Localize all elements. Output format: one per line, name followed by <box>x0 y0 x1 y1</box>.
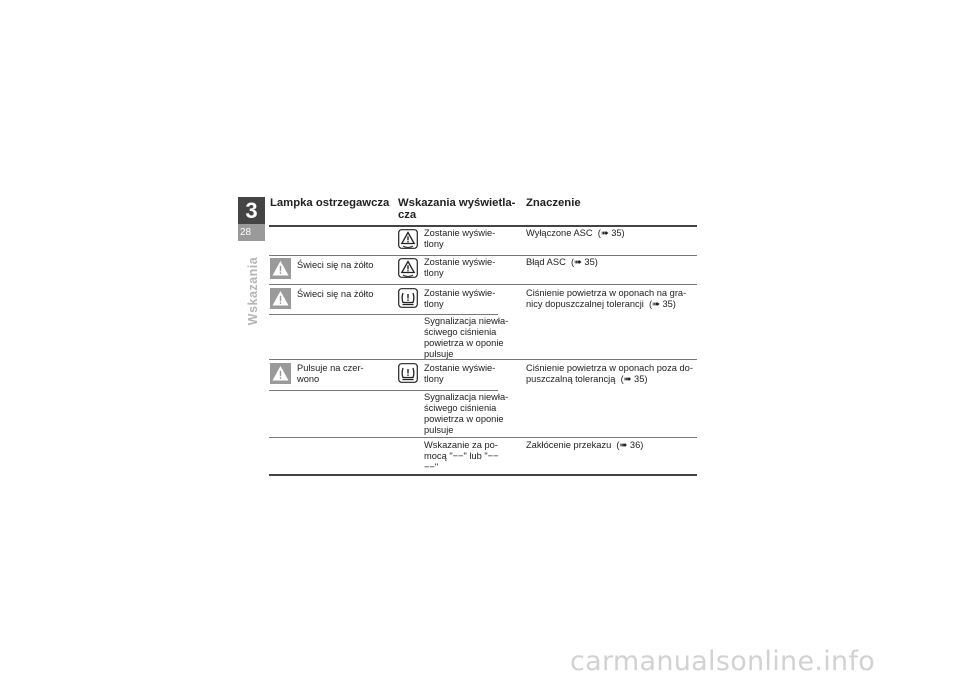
warning-triangle-icon <box>270 363 291 384</box>
watermark: carmanualsonline.info <box>570 646 876 677</box>
page-number: 28 <box>238 224 265 241</box>
display-text: Sygnalizacja niewła- ściwego ciśnienia powietrza w oponie pulsuje <box>424 392 509 435</box>
header-display: Wskazania wyświetla- cza <box>398 197 516 221</box>
display-text: Wskazanie za po- mocą "−−" lub "−− −−" <box>424 440 499 472</box>
display-text: Sygnalizacja niewła- ściwego ciśnienia powietrza w oponie pulsuje <box>424 316 509 359</box>
lamp-text: Pulsuje na czer- wono <box>297 363 364 384</box>
table-header-rule <box>269 225 697 227</box>
row-rule <box>269 390 498 391</box>
chapter-number: 3 <box>245 198 258 223</box>
meaning-text: Błąd ASC (➠ 35) <box>526 257 598 267</box>
lamp-text: Świeci się na żółto <box>297 260 374 270</box>
row-rule <box>269 255 697 256</box>
row-rule <box>269 437 697 438</box>
meaning-text: Ciśnienie powietrza w oponach na gra- nicy dopuszczalnej tolerancji (➠ 35) <box>526 288 687 309</box>
tire-pressure-icon <box>398 288 418 308</box>
asc-warning-icon <box>398 258 418 278</box>
meaning-text: Ciśnienie powietrza w oponach poza do- puszczalną tolerancją (➠ 35) <box>526 363 693 384</box>
tire-pressure-icon <box>398 363 418 383</box>
warning-triangle-icon <box>270 288 291 309</box>
lamp-text: Świeci się na żółto <box>297 289 374 299</box>
row-rule <box>269 314 498 315</box>
display-text: Zostanie wyświe- tlony <box>424 257 496 278</box>
section-title: Wskazania <box>246 256 260 326</box>
table-bottom-rule <box>269 474 697 476</box>
chapter-tab <box>238 197 265 241</box>
display-text: Zostanie wyświe- tlony <box>424 228 496 249</box>
header-meaning: Znaczenie <box>526 197 581 209</box>
asc-warning-icon <box>398 229 418 249</box>
row-rule <box>269 284 697 285</box>
display-text: Zostanie wyświe- tlony <box>424 288 496 309</box>
warning-triangle-icon <box>270 258 291 279</box>
meaning-text: Zakłócenie przekazu (➠ 36) <box>526 440 644 450</box>
meaning-text: Wyłączone ASC (➠ 35) <box>526 228 625 238</box>
display-text: Zostanie wyświe- tlony <box>424 363 496 384</box>
header-warning-lamp: Lampka ostrzegawcza <box>270 197 390 209</box>
